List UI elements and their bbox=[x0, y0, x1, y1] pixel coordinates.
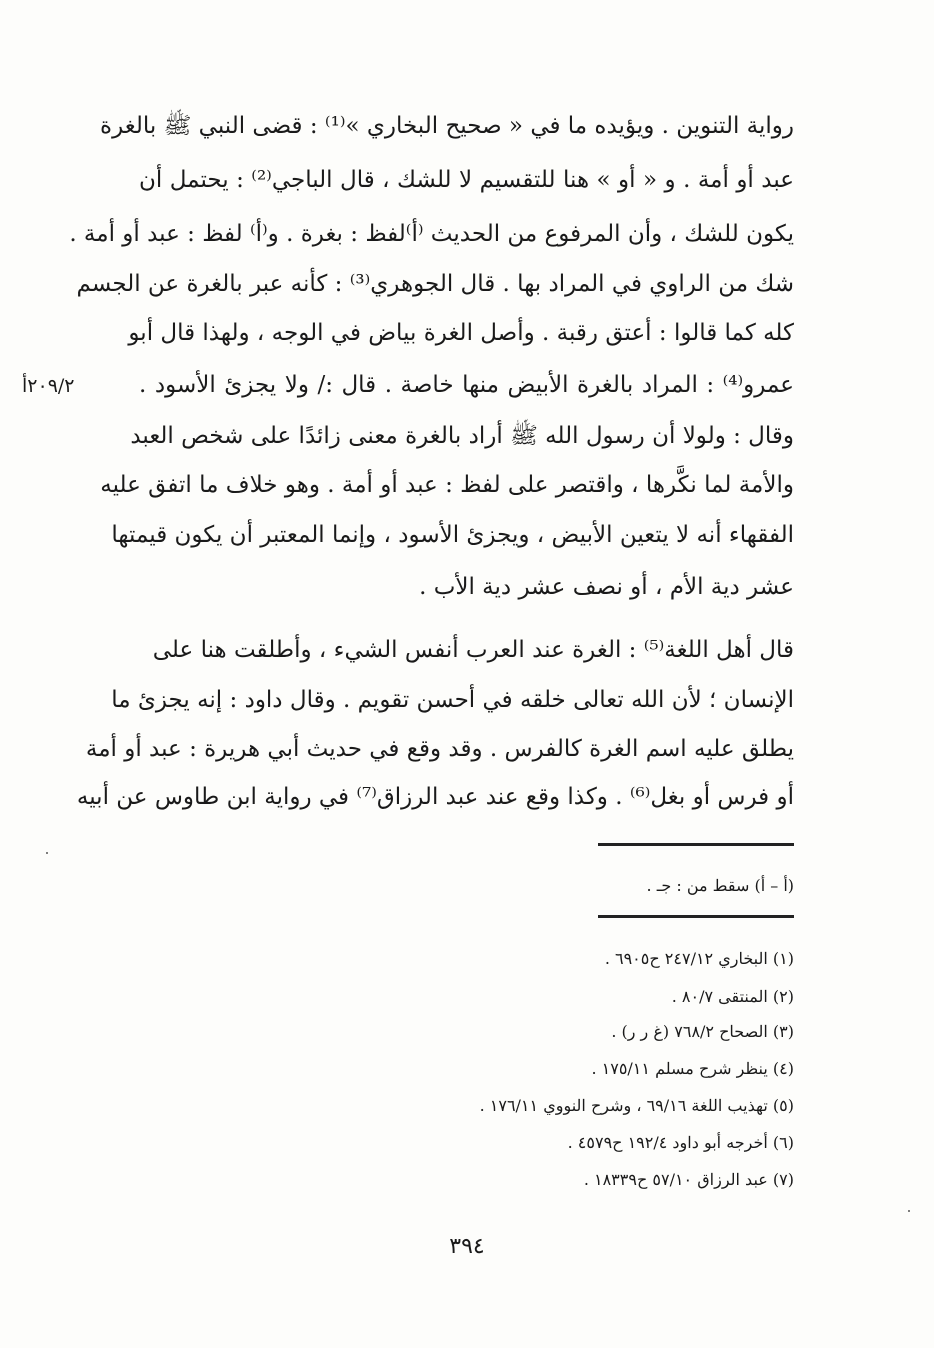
body-line-2: عبد أو أمة . و « أو » هنا للتقسيم لا للشك ، قال الباجي⁽²⁾ : يحتمل أن bbox=[139, 167, 795, 193]
body-line-8: والأمة لما نكَّرها ، واقتصر على لفظ : عبد أو أمة . وهو خلاف ما اتفق عليه bbox=[100, 472, 794, 498]
footnote-rule-top bbox=[598, 843, 794, 846]
body-line-9: الفقهاء أنه لا يتعين الأبيض ، ويجزئ الأسود ، وإنما المعتبر أن يكون قيمتها bbox=[111, 522, 794, 548]
body-line-5: كله كما قالوا : أعتق رقبة . وأصل الغرة بياض في الوجه ، ولهذا قال أبو bbox=[128, 320, 794, 346]
footnote-4: (٤) ينظر شرح مسلم ١٧٥/١١ . bbox=[591, 1059, 794, 1078]
body-line-7: وقال : ولولا أن رسول الله ﷺ أراد بالغرة معنى زائدًا على شخص العبد bbox=[130, 423, 794, 449]
footnote-7: (٧) عبد الرزاق ٥٧/١٠ ح١٨٣٣٩ . bbox=[583, 1170, 794, 1189]
body-line-10: عشر دية الأم ، أو نصف عشر دية الأب . bbox=[419, 574, 794, 600]
footnote-3: (٣) الصحاح ٧٦٨/٢ (غ ر ر) . bbox=[611, 1022, 794, 1041]
page-number: ٣٩٤ bbox=[449, 1234, 485, 1259]
body-line-11: قال أهل اللغة⁽⁵⁾ : الغرة عند العرب أنفس الشيء ، وأطلقت هنا على bbox=[152, 637, 794, 663]
footnote-6: (٦) أخرجه أبو داود ١٩٢/٤ ح٤٥٧٩ . bbox=[567, 1133, 794, 1152]
scan-speck bbox=[908, 1210, 910, 1212]
body-line-13: يطلق عليه اسم الغرة كالفرس . وقد وقع في حديث أبي هريرة : عبد أو أمة bbox=[85, 736, 794, 762]
body-line-6: عمرو⁽⁴⁾ : المراد بالغرة الأبيض منها خاصة . قال :/ ولا يجزئ الأسود . bbox=[139, 372, 794, 398]
footnote-rule-bottom bbox=[598, 915, 794, 918]
footnote-5: (٥) تهذيب اللغة ٦٩/١٦ ، وشرح النووي ١٧٦/١١ . bbox=[479, 1096, 794, 1115]
body-line-1: رواية التنوين . ويؤيده ما في « صحيح البخاري »⁽¹⁾ : قضى النبي ﷺ بالغرة bbox=[100, 113, 794, 139]
footnote-2: (٢) المنتقى ٨٠/٧ . bbox=[671, 987, 794, 1006]
body-line-3: يكون للشك ، وأن المرفوع من الحديث ⁽أ⁾لفظ : بغرة . و⁽أ⁾ لفظ : عبد أو أمة . bbox=[69, 221, 794, 247]
margin-folio-note: ٢٠٩/٢أ bbox=[22, 375, 75, 397]
scan-speck bbox=[46, 852, 48, 854]
variant-note: (أ – أ) سقط من : جـ . bbox=[646, 876, 794, 895]
body-line-14: أو فرس أو بغل⁽⁶⁾ . وكذا وقع عند عبد الرزاق⁽⁷⁾ في رواية ابن طاوس عن أبيه bbox=[76, 784, 794, 810]
body-line-12: الإنسان ؛ لأن الله تعالى خلقه في أحسن تقويم . وقال داود : إنه يجزئ ما bbox=[111, 687, 794, 713]
footnote-1: (١) البخاري ٢٤٧/١٢ ح٦٩٠٥ . bbox=[604, 949, 794, 968]
body-line-4: شك من الراوي في المراد بها . قال الجوهري⁽³⁾ : كأنه عبر بالغرة عن الجسم bbox=[76, 271, 794, 297]
